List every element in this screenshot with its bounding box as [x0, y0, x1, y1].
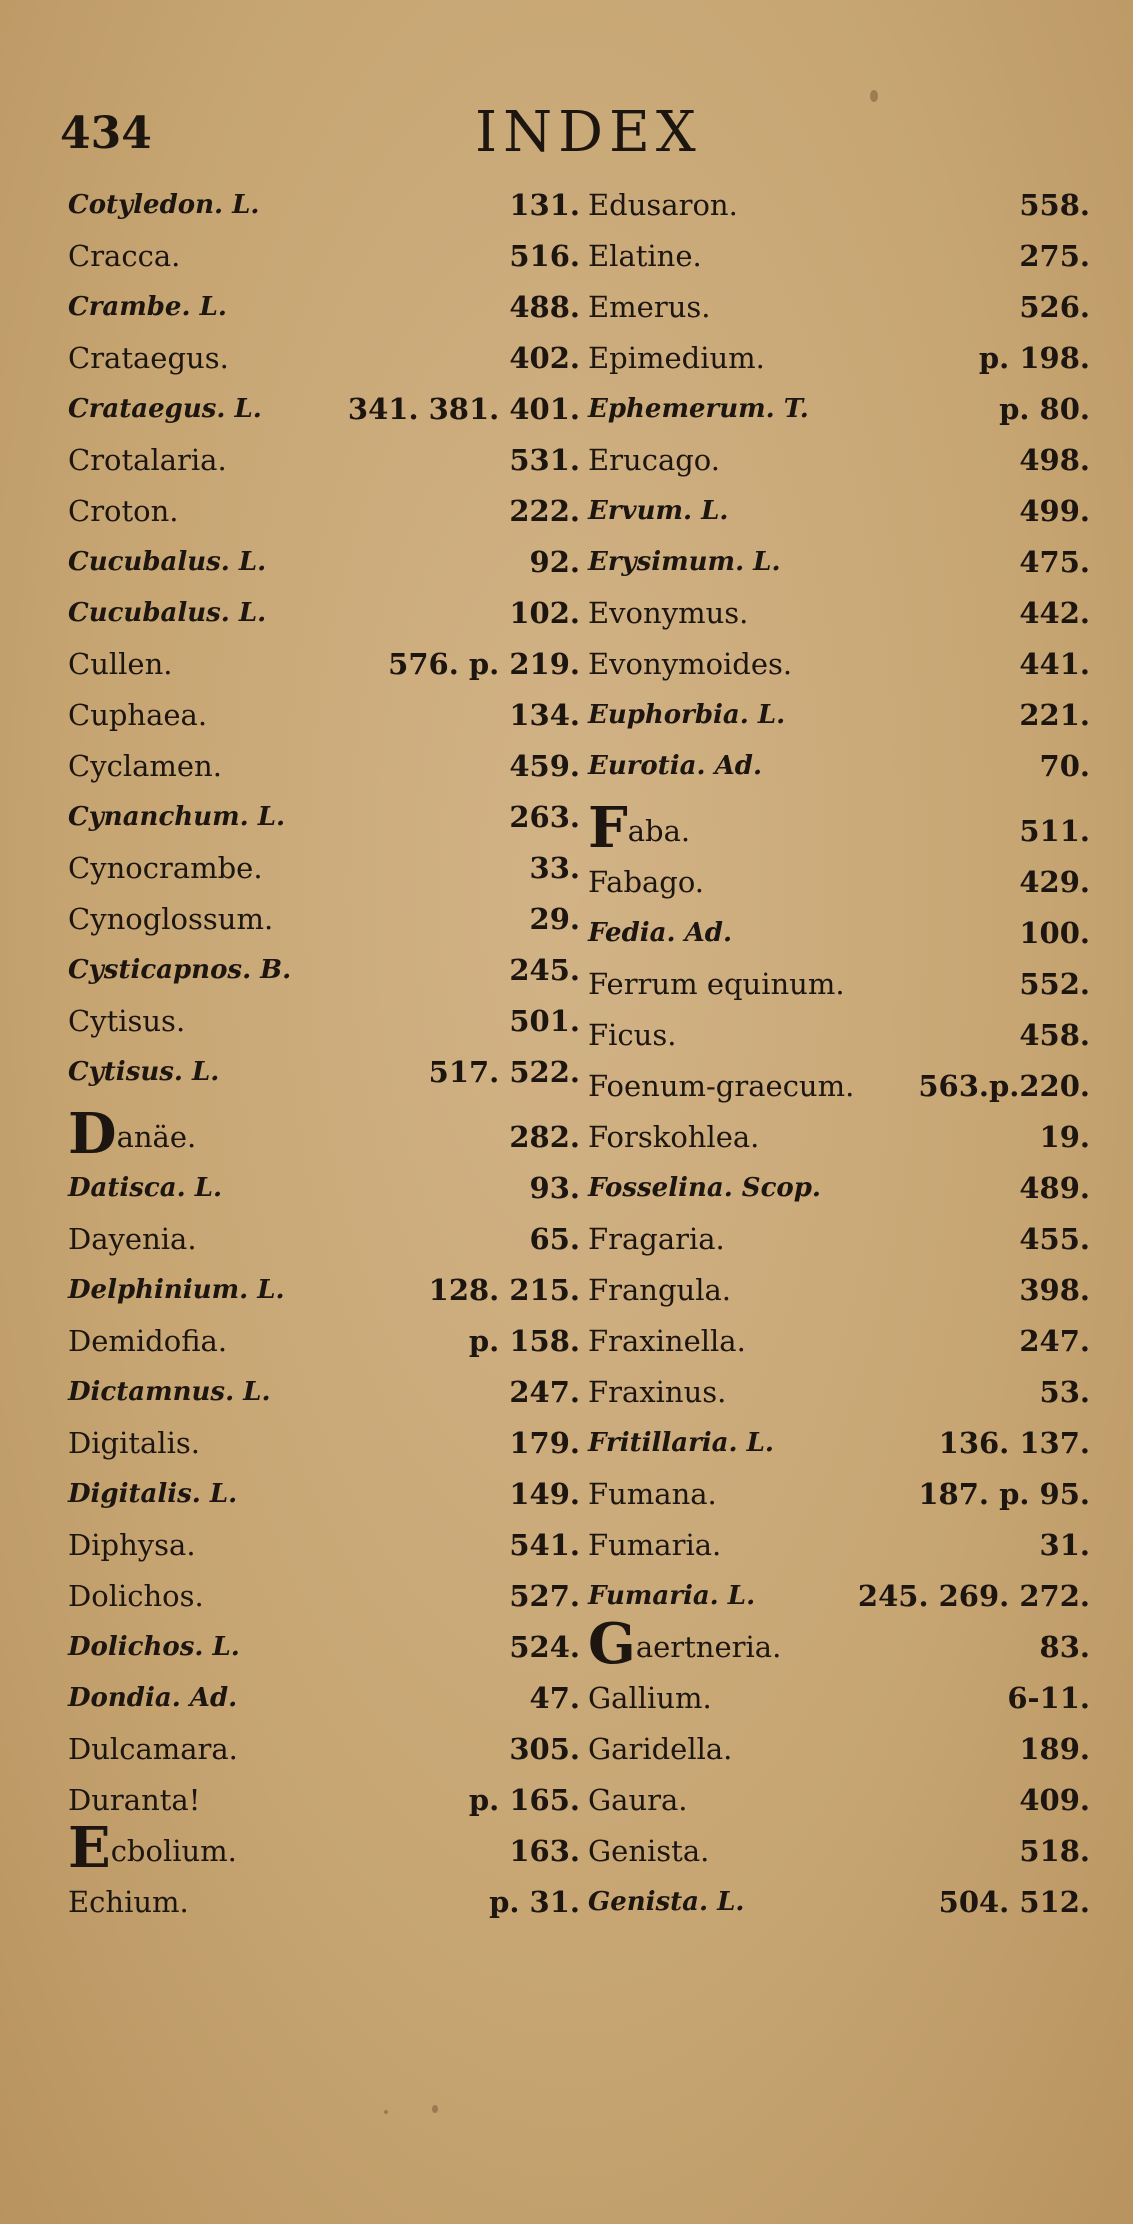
entry-name: Cytisus. L. [68, 1057, 220, 1087]
index-entry [580, 333, 1090, 384]
entry-name: Fraxinus. [588, 1375, 727, 1409]
index-entry [60, 486, 580, 537]
entry-name: Fedia. Ad. [588, 918, 732, 948]
index-entry [60, 1815, 580, 1881]
index-entry [580, 1571, 1090, 1622]
entry-name: Fumaria. L. [588, 1581, 756, 1611]
index-entry [60, 1047, 580, 1098]
entry-name: Cucubalus. L. [68, 598, 267, 628]
entry-pages: 29. [529, 902, 580, 936]
entry-pages: 263. [509, 800, 580, 834]
index-entry [60, 792, 580, 843]
entry-pages: 179. [509, 1426, 580, 1460]
index-entry [60, 333, 580, 384]
entry-pages: 245. 269. 272. [857, 1579, 1090, 1613]
index-entry [60, 945, 580, 996]
entry-pages: 6-11. [1007, 1681, 1090, 1715]
entry-pages: 31. [1039, 1528, 1090, 1562]
index-entry [580, 1877, 1090, 1928]
entry-name: Fumana. [588, 1477, 717, 1511]
index-entry [580, 1163, 1090, 1214]
entry-name: Cysticapnos. B. [68, 955, 292, 985]
entry-name: Duranta! [68, 1783, 201, 1817]
index-entry [60, 690, 580, 741]
entry-pages: 558. [1019, 188, 1090, 222]
index-entry [580, 435, 1090, 486]
index-entry [60, 282, 580, 333]
entry-pages: 70. [1039, 749, 1090, 783]
entry-name: Forskohlea. [588, 1120, 760, 1154]
entry-name: Cuphaea. [68, 698, 208, 732]
entry-name: Dolichos. L. [68, 1632, 240, 1662]
entry-pages: 65. [529, 1222, 580, 1256]
entry-pages: 517. 522. [428, 1055, 580, 1089]
paper-spot [432, 2105, 438, 2113]
entry-initial: E [68, 1815, 111, 1881]
entry-pages: 92. [529, 545, 580, 579]
entry-pages: 511. [1019, 814, 1090, 848]
index-entry [60, 1469, 580, 1520]
index-entry [580, 1061, 1090, 1112]
entry-pages: 398. [1019, 1273, 1090, 1307]
index-entry [60, 180, 580, 231]
entry-name: Ferrum equinum. [588, 967, 845, 1001]
entry-name: Datisca. L. [68, 1173, 223, 1203]
index-entry [580, 1316, 1090, 1367]
index-entry [60, 537, 580, 588]
entry-pages: 498. [1019, 443, 1090, 477]
entry-pages: 47. [529, 1681, 580, 1715]
entry-pages: 489. [1019, 1171, 1090, 1205]
index-entry [60, 1520, 580, 1571]
entry-name: Edusaron. [588, 188, 738, 222]
entry-name: Cytisus. [68, 1004, 186, 1038]
entry-name: Genista. L. [588, 1887, 745, 1917]
index-entry [60, 1214, 580, 1265]
entry-pages: 247. [509, 1375, 580, 1409]
entry-name: Gallium. [588, 1681, 712, 1715]
index-entry [60, 1877, 580, 1928]
entry-pages: 247. [1019, 1324, 1090, 1358]
entry-name: Epimedium. [588, 341, 765, 375]
entry-name: Cullen. [68, 647, 173, 681]
index-entry [60, 588, 580, 639]
entry-pages: 527. [509, 1579, 580, 1613]
paper-spot [384, 2110, 388, 2114]
index-entry [580, 180, 1090, 231]
entry-name: Fraxinella. [588, 1324, 746, 1358]
entry-pages: 222. [509, 494, 580, 528]
entry-name-rest: cbolium. [110, 1834, 237, 1868]
index-entry [60, 1724, 580, 1775]
paper-spot [870, 90, 878, 102]
page-title: INDEX [475, 100, 702, 165]
entry-pages: 245. [509, 953, 580, 987]
entry-name: Crataegus. [68, 341, 229, 375]
entry-name: Dictamnus. L. [68, 1377, 271, 1407]
entry-name: Dulcamara. [68, 1732, 238, 1766]
entry-pages: p. 158. [468, 1324, 580, 1358]
index-entry [580, 908, 1090, 959]
entry-name: Erysimum. L. [588, 547, 781, 577]
entry-name: Foenum-graecum. [588, 1069, 855, 1103]
entry-name: Erucago. [588, 443, 720, 477]
entry-name: Dondia. Ad. [68, 1683, 238, 1713]
page-header [0, 0, 1133, 165]
entry-name [588, 795, 691, 861]
entry-name: Cucubalus. L. [68, 547, 267, 577]
entry-pages: 187. p. 95. [918, 1477, 1090, 1511]
entry-name-rest: aba. [627, 814, 691, 848]
index-entry [580, 1520, 1090, 1571]
entry-pages: 504. 512. [938, 1885, 1090, 1919]
index-entry [580, 1418, 1090, 1469]
entry-name: Cracca. [68, 239, 181, 273]
entry-name: Eurotia. Ad. [588, 751, 763, 781]
index-entry [580, 1214, 1090, 1265]
index-entry [60, 1775, 580, 1826]
entry-pages: 163. [509, 1834, 580, 1868]
index-entry [60, 639, 580, 690]
entry-name-rest: aertneria. [635, 1630, 782, 1664]
index-entry [60, 1163, 580, 1214]
entry-pages: 441. [1019, 647, 1090, 681]
entry-name: Crambe. L. [68, 292, 227, 322]
entry-pages: 499. [1019, 494, 1090, 528]
index-entry [580, 1010, 1090, 1061]
entry-name: Croton. [68, 494, 179, 528]
entry-pages: 402. [509, 341, 580, 375]
entry-pages: 134. [509, 698, 580, 732]
entry-pages: 305. [509, 1732, 580, 1766]
index-entry [580, 1724, 1090, 1775]
entry-pages: 93. [529, 1171, 580, 1205]
index-entry [580, 384, 1090, 435]
entry-name: Evonymoides. [588, 647, 793, 681]
entry-name: Emerus. [588, 290, 711, 324]
entry-initial: D [68, 1101, 117, 1167]
entry-pages: 83. [1039, 1630, 1090, 1664]
entry-name: Ervum. L. [588, 496, 729, 526]
entry-pages: 516. [509, 239, 580, 273]
index-entry [60, 1367, 580, 1418]
entry-name: Cynanchum. L. [68, 802, 286, 832]
index-entry [580, 959, 1090, 1010]
entry-name: Elatine. [588, 239, 702, 273]
index-entry [580, 1826, 1090, 1877]
entry-pages: 501. [509, 1004, 580, 1038]
index-entry [60, 1622, 580, 1673]
entry-pages: p. 80. [999, 392, 1090, 426]
entry-name [68, 1101, 197, 1167]
entry-name: Digitalis. [68, 1426, 200, 1460]
entry-pages: 221. [1019, 698, 1090, 732]
index-entry [580, 537, 1090, 588]
entry-pages: 128. 215. [428, 1273, 580, 1307]
entry-name [68, 1815, 237, 1881]
entry-pages: 19. [1039, 1120, 1090, 1154]
entry-pages: p. 198. [978, 341, 1090, 375]
index-entry [580, 1265, 1090, 1316]
entry-pages: 576. p. 219. [388, 647, 580, 681]
entry-pages: 341. 381. 401. [347, 392, 580, 426]
entry-name: Fumaria. [588, 1528, 722, 1562]
entry-name: Delphinium. L. [68, 1275, 285, 1305]
entry-name: Crotalaria. [68, 443, 227, 477]
entry-name: Cynoglossum. [68, 902, 274, 936]
entry-pages: 136. 137. [938, 1426, 1090, 1460]
index-entry [580, 1469, 1090, 1520]
entry-name: Fabago. [588, 865, 705, 899]
entry-name: Gaura. [588, 1783, 688, 1817]
entry-name: Digitalis. L. [68, 1479, 238, 1509]
entry-pages: 53. [1039, 1375, 1090, 1409]
entry-name: Garidella. [588, 1732, 733, 1766]
entry-pages: 526. [1019, 290, 1090, 324]
entry-name: Crataegus. L. [68, 394, 262, 424]
entry-pages: 541. [509, 1528, 580, 1562]
index-entry [580, 1112, 1090, 1163]
entry-pages: 442. [1019, 596, 1090, 630]
index-entry [60, 741, 580, 792]
entry-name: Cyclamen. [68, 749, 222, 783]
index-entry [580, 231, 1090, 282]
index-entry [580, 588, 1090, 639]
index-column-left [60, 180, 580, 1928]
index-entry [60, 231, 580, 282]
index-entry [60, 1673, 580, 1724]
entry-name: Fritillaria. L. [588, 1428, 774, 1458]
entry-pages: 131. [509, 188, 580, 222]
index-entry [580, 486, 1090, 537]
entry-name: Euphorbia. L. [588, 700, 786, 730]
entry-pages: 488. [509, 290, 580, 324]
index-entry [580, 1367, 1090, 1418]
index-entry [60, 1316, 580, 1367]
index-entry [580, 857, 1090, 908]
index-entry [60, 996, 580, 1047]
index-entry [60, 435, 580, 486]
entry-pages: 455. [1019, 1222, 1090, 1256]
index-entry [580, 795, 1090, 861]
entry-pages: 33. [529, 851, 580, 885]
entry-name: Demidofia. [68, 1324, 228, 1358]
entry-pages: 282. [509, 1120, 580, 1154]
index-entry [60, 1571, 580, 1622]
index-entry [580, 639, 1090, 690]
entry-pages: 100. [1019, 916, 1090, 950]
index-entry [580, 690, 1090, 741]
entry-pages: 531. [509, 443, 580, 477]
entry-pages: 275. [1019, 239, 1090, 273]
page-number: 434 [60, 108, 152, 159]
entry-name: Fragaria. [588, 1222, 725, 1256]
entry-name: Ephemerum. T. [588, 394, 809, 424]
entry-pages: 459. [509, 749, 580, 783]
entry-name: Echium. [68, 1885, 189, 1919]
entry-pages: 458. [1019, 1018, 1090, 1052]
entry-pages: p. 165. [468, 1783, 580, 1817]
entry-name: Dolichos. [68, 1579, 204, 1613]
entry-pages: 102. [509, 596, 580, 630]
index-entry [60, 384, 580, 435]
entry-name: Evonymus. [588, 596, 749, 630]
entry-name: Diphysa. [68, 1528, 196, 1562]
entry-pages: 189. [1019, 1732, 1090, 1766]
entry-name [588, 1611, 782, 1677]
entry-pages: 524. [509, 1630, 580, 1664]
index-entry [580, 282, 1090, 333]
index-entry [580, 1673, 1090, 1724]
entry-name: Ficus. [588, 1018, 677, 1052]
index-entry [60, 843, 580, 894]
index-entry [580, 1611, 1090, 1677]
entry-initial: F [588, 795, 628, 861]
entry-name: Frangula. [588, 1273, 731, 1307]
entry-name: Cotyledon. L. [68, 190, 260, 220]
entry-name: Cynocrambe. [68, 851, 263, 885]
index-column-right [580, 180, 1090, 1928]
entry-pages: 475. [1019, 545, 1090, 579]
index-entry [60, 1101, 580, 1167]
entry-pages: 518. [1019, 1834, 1090, 1868]
index-entry [580, 1775, 1090, 1826]
entry-name: Genista. [588, 1834, 710, 1868]
entry-pages: 552. [1019, 967, 1090, 1001]
entry-name: Fosselina. Scop. [588, 1173, 821, 1203]
entry-pages: 149. [509, 1477, 580, 1511]
entry-pages: 563.p.220. [918, 1069, 1090, 1103]
index-entry [60, 1265, 580, 1316]
index-entry [60, 894, 580, 945]
entry-pages: p. 31. [489, 1885, 580, 1919]
entry-name-rest: anäe. [116, 1120, 197, 1154]
entry-pages: 429. [1019, 865, 1090, 899]
entry-name: Dayenia. [68, 1222, 197, 1256]
entry-pages: 409. [1019, 1783, 1090, 1817]
index-entry [580, 741, 1090, 792]
index-entry [60, 1418, 580, 1469]
entry-initial: G [588, 1611, 636, 1677]
